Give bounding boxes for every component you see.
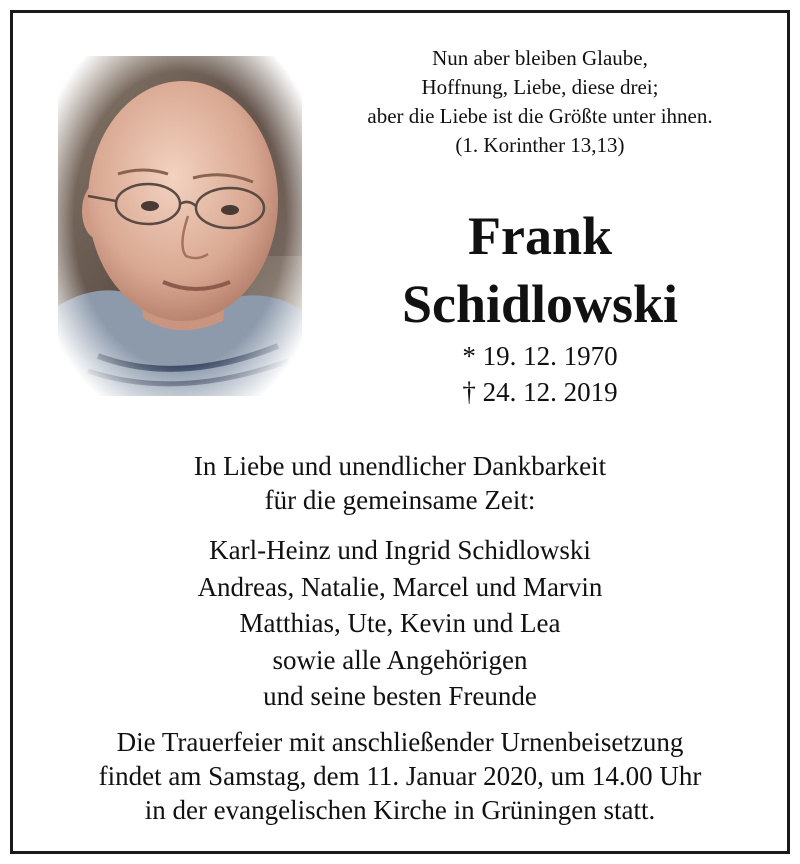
deceased-name (320, 202, 760, 338)
death-date: † 24. 12. 2019 (462, 377, 618, 407)
thanks-line: für die gemeinsame Zeit: (264, 485, 536, 515)
thanks-text (20, 449, 780, 517)
funeral-line: Die Trauerfeier mit anschließender Urnenbeisetzung (116, 727, 684, 757)
last-name: Schidlowski (401, 274, 679, 334)
funeral-line: in der evangelischen Kirche in Grüningen statt. (144, 795, 656, 825)
birth-date: * 19. 12. 1970 (462, 341, 618, 371)
portrait-photo (58, 56, 302, 396)
mourners-list (20, 532, 780, 715)
verse-line: aber die Liebe ist die Größte unter ihnen. (367, 104, 713, 128)
mourner-line: Karl-Heinz und Ingrid Schidlowski (209, 535, 591, 565)
verse-line: Hoffnung, Liebe, diese drei; (421, 75, 659, 99)
thanks-line: In Liebe und unendlicher Dankbarkeit (193, 451, 607, 481)
bible-verse (320, 44, 760, 160)
funeral-line: findet am Samstag, dem 11. Januar 2020, um 14.00 Uhr (98, 761, 702, 791)
first-name: Frank (467, 206, 613, 266)
verse-reference: (1. Korinther 13,13) (455, 133, 625, 157)
life-dates (320, 338, 760, 410)
mourner-line: und seine besten Freunde (263, 681, 537, 711)
mourner-line: Matthias, Ute, Kevin und Lea (239, 608, 561, 638)
verse-line: Nun aber bleiben Glaube, (432, 46, 648, 70)
mourner-line: Andreas, Natalie, Marcel und Marvin (197, 571, 603, 602)
funeral-notice (20, 725, 780, 827)
mourner-line: sowie alle Angehörigen (272, 644, 528, 675)
